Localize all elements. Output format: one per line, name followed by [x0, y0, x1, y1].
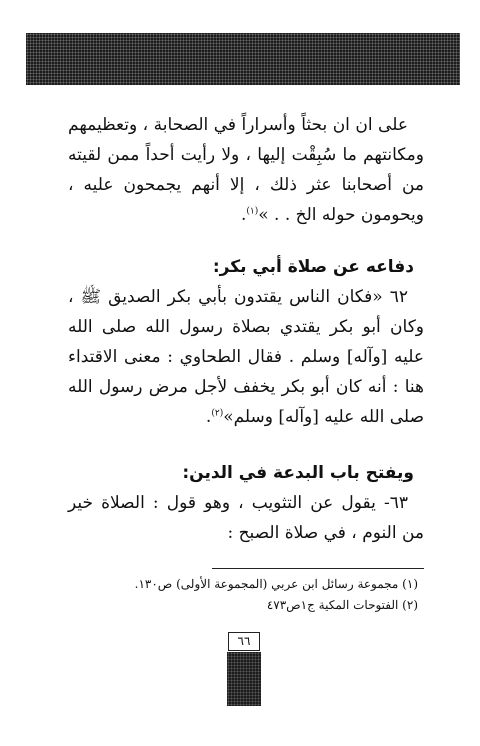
footnote-1: (١) مجموعة رسائل ابن عربي (المجموعة الأولى) ص١٣٠.: [134, 577, 418, 591]
header-decorative-band: [26, 33, 460, 85]
footnote-divider: [212, 568, 424, 569]
paragraph-2-text: ٦٢ «فكان الناس يقتدون بأبي بكر الصديق ﷺ ، وكان أبو بكر يقتدي بصلاة رسول الله صلى الله عليه [وآله] وسلم . فقال الطحاوي : معنى الاقتداء هنا : أنه كان أبو بكر يخفف لأجل مرض رسول الله صلى الله عليه [وآله] وسلم»: [68, 287, 424, 427]
page-body: [68, 110, 424, 548]
paragraph-3: ٦٣- يقول عن التثويب ، وهو قول : الصلاة خير من النوم ، في صلاة الصبح :: [68, 493, 424, 543]
footnote-ref-1[interactable]: (١): [246, 206, 259, 217]
footnotes: [68, 574, 424, 616]
page-number: ٦٦: [228, 632, 260, 651]
paragraph-1-text: على ان ان بحثاً وأسراراً في الصحابة ، وتعظيمهم ومكانتهم ما سُبِقْت إليها ، ولا رأيت أحداً ممن لقيته من أصحابنا عثر ذلك ، إلا أنهم يجمحون عليه ، ويحومون حوله الخ . . »: [68, 115, 424, 225]
section-heading-1: دفاعه عن صلاة أبي بكر:: [212, 257, 414, 277]
paragraph-1-end: .: [240, 205, 247, 225]
footer-decorative-band: [227, 652, 261, 706]
paragraph-2-end: .: [205, 407, 212, 427]
paragraph-2: [68, 282, 424, 432]
section-heading-2: ويفتح باب البدعة في الدين:: [182, 463, 414, 483]
footnote-2: (٢) الفتوحات المكية ج١ص٤٧٣: [266, 598, 418, 612]
footnote-ref-2[interactable]: (٢): [211, 408, 224, 419]
paragraph-1: [68, 110, 424, 230]
